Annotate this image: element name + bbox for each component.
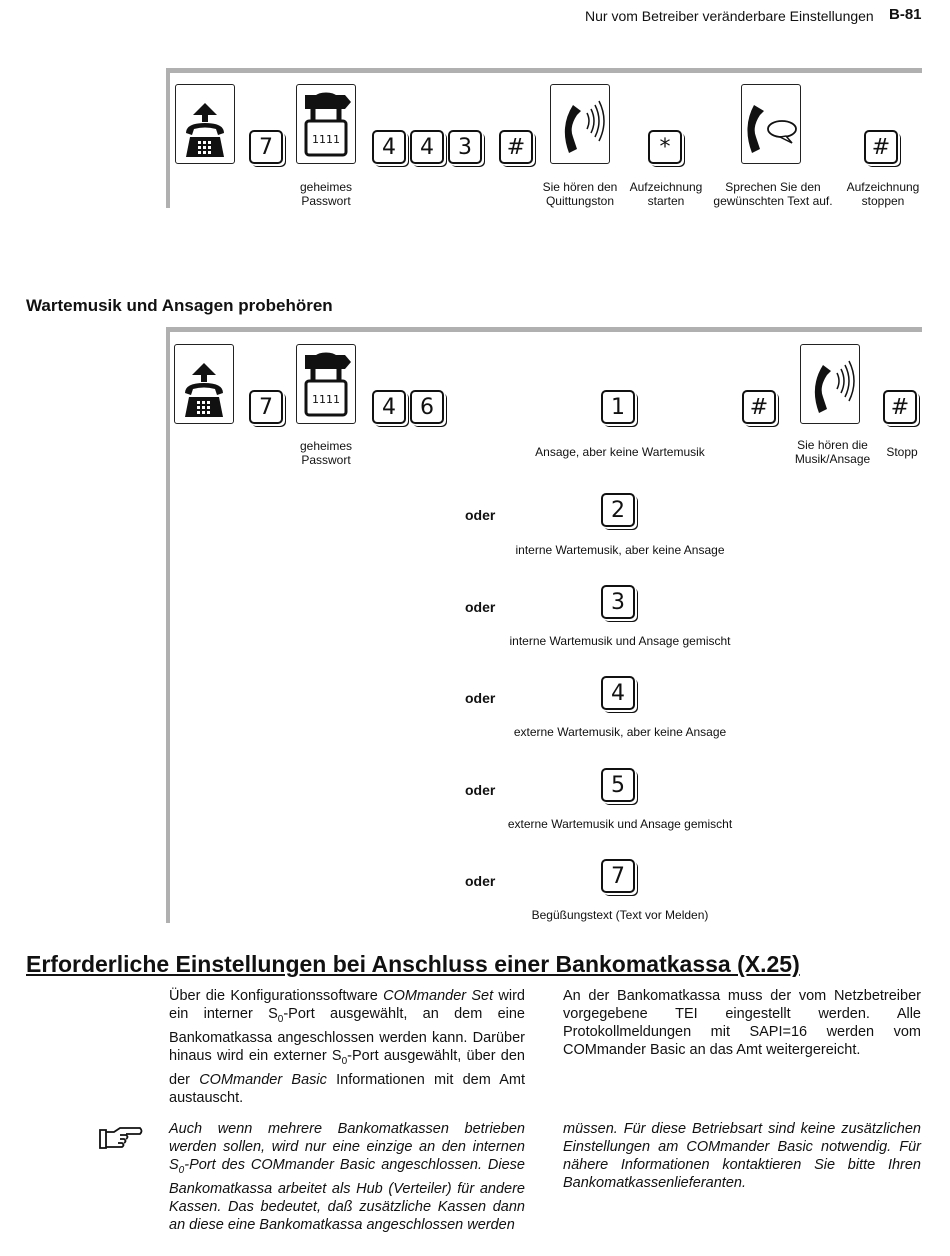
- oder-label: oder: [465, 507, 496, 523]
- key-hash: #: [864, 130, 898, 164]
- text: Auch wenn mehrere Bankomatkassen betrieben werden sollen, wird nur eine einzige an den internen S: [169, 1121, 525, 1173]
- key-7: 7: [249, 390, 283, 424]
- subscript: 0: [178, 1164, 185, 1176]
- record-announcement-panel: [166, 68, 922, 208]
- lock-code: 1111: [312, 393, 340, 406]
- tone-label: Sie hören den Quittungston: [542, 180, 618, 208]
- section-heading: Wartemusik und Ansagen probehören: [26, 296, 333, 315]
- product-name: COMmander Basic: [199, 1071, 327, 1088]
- oder-label: oder: [465, 599, 496, 615]
- note-right-paragraph: müssen. Für diese Betriebsart sind keine zusätzlichen Einstellungen am COMmander Basic notwendig. Für nähere Informationen kontaktieren Sie bitte Ihren Bankomatkassenlieferanten.: [563, 1121, 921, 1191]
- rec-stop-label: Aufzeichnung stoppen: [846, 180, 920, 208]
- option-key: 5: [601, 768, 635, 802]
- main-heading: Erforderliche Einstellungen bei Anschluss einer Bankomatkassa (X.25): [26, 951, 800, 977]
- body-left-paragraph: [169, 987, 525, 1107]
- option-label: Ansage, aber keine Wartemusik: [535, 445, 705, 459]
- text: -Port ausgewählt, an dem eine Bankomatkassa angeschlossen werden kann. Darüber hinaus wird ein externer S: [169, 1006, 525, 1064]
- option-key: 7: [601, 859, 635, 893]
- password-label: geheimes Passwort: [299, 439, 353, 467]
- key-4: 4: [372, 390, 406, 424]
- oder-label: oder: [465, 690, 496, 706]
- key-7: 7: [249, 130, 283, 164]
- option-label: externe Wartemusik, aber keine Ansage: [513, 725, 727, 739]
- music-preview-panel: [166, 327, 922, 923]
- text: -Port ausgewählt, über den der: [169, 1047, 525, 1088]
- oder-label: oder: [465, 873, 496, 889]
- text: -Port des COMmander Basic angeschlossen. Diese Bankomatkassa arbeitet als Hub (Verteiler) für andere Kassen. Das bedeutet, daß zusätzliche Kassen dann an diese eine Bankomatkassa angeschlossen werden: [169, 1157, 525, 1233]
- subscript: 0: [341, 1055, 348, 1067]
- key-hash: #: [499, 130, 533, 164]
- key-star: *: [648, 130, 682, 164]
- option-key: 4: [601, 676, 635, 710]
- option-key: 2: [601, 493, 635, 527]
- running-header: Nur vom Betreiber veränderbare Einstellungen: [585, 8, 874, 24]
- pointing-hand-icon: [98, 1126, 144, 1157]
- password-lock-icon: [296, 84, 356, 164]
- password-label: geheimes Passwort: [299, 180, 353, 208]
- phone-offhook-icon: [175, 84, 235, 164]
- password-lock-icon: [296, 344, 356, 424]
- ringing-phone-icon: [550, 84, 610, 164]
- rec-start-label: Aufzeichnung starten: [629, 180, 703, 208]
- page-number: B-81: [889, 6, 922, 23]
- hear-label: Sie hören die Musik/Ansage: [794, 438, 871, 466]
- option-label: Begüßungstext (Text vor Melden): [531, 908, 709, 922]
- subscript: 0: [277, 1013, 284, 1025]
- speak-label: Sprechen Sie den gewünschten Text auf.: [713, 180, 833, 208]
- key-hash: #: [742, 390, 776, 424]
- oder-label: oder: [465, 782, 496, 798]
- note-left-paragraph: [169, 1120, 525, 1234]
- text: Über die Konfigurationssoftware: [169, 988, 384, 1004]
- text: Informationen mit dem Amt austauscht.: [169, 1071, 525, 1106]
- key-6: 6: [410, 390, 444, 424]
- ringing-phone-icon: [800, 344, 860, 424]
- option-key: 3: [601, 585, 635, 619]
- software-name: COMmander Set: [383, 988, 494, 1004]
- stop-label: Stopp: [886, 445, 918, 459]
- key-3: 3: [448, 130, 482, 164]
- lock-code: 1111: [312, 133, 340, 146]
- speaking-phone-icon: [741, 84, 801, 164]
- key-hash: #: [883, 390, 917, 424]
- option-label: externe Wartemusik und Ansage gemischt: [507, 817, 733, 831]
- key-4: 4: [372, 130, 406, 164]
- option-key: 1: [601, 390, 635, 424]
- phone-offhook-icon: [174, 344, 234, 424]
- key-4: 4: [410, 130, 444, 164]
- text: wird ein interner S: [169, 988, 525, 1022]
- option-label: interne Wartemusik und Ansage gemischt: [509, 634, 731, 648]
- body-right-paragraph: An der Bankomatkassa muss der vom Netzbetreiber vorgegebene TEI eingestellt werden. Alle Protokollmeldungen mit SAPI=16 werden vom COMmander Basic an das Amt weitergereicht.: [563, 988, 921, 1058]
- option-label: interne Wartemusik, aber keine Ansage: [515, 543, 725, 557]
